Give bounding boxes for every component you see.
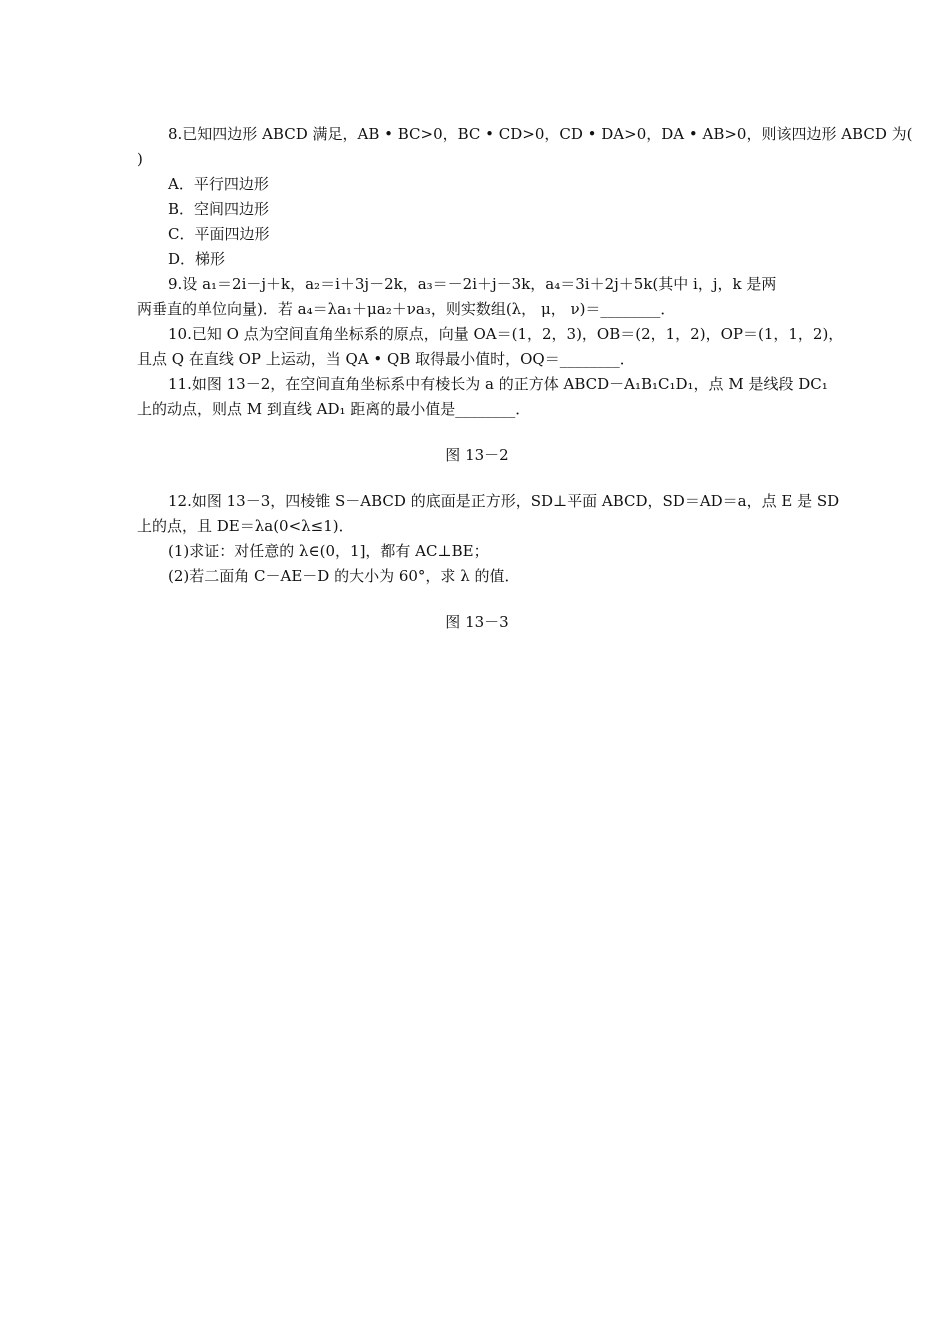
problem-12-part-2: (2)若二面角 C－AE－D 的大小为 60°，求 λ 的值． <box>168 567 520 585</box>
problem-9-stem-cont: 两垂直的单位向量)．若 a₄＝λa₁＋μa₂＋νa₃，则实数组(λ， μ， ν)＝________． <box>137 300 676 318</box>
problem-8-option-d: D．梯形 <box>168 250 226 268</box>
problem-8-option-a: A．平行四边形 <box>168 175 269 193</box>
problem-10 <box>137 322 844 372</box>
problem-12 <box>137 489 840 635</box>
problem-12-stem-cont: 上的点，且 DE＝λa(0<λ≤1)． <box>137 517 354 535</box>
problem-11-stem-cont: 上的动点，则点 M 到直线 AD₁ 距离的最小值是________． <box>137 400 531 418</box>
problem-8 <box>137 122 913 272</box>
problem-11-stem: 11.如图 13－2，在空间直角坐标系中有棱长为 a 的正方体 ABCD－A₁B₁C₁D₁，点 M 是线段 DC₁ <box>168 375 828 393</box>
figure-13-3-caption: 图 13－3 <box>445 613 509 631</box>
problem-12-stem: 12.如图 13－3，四棱锥 S－ABCD 的底面是正方形，SD⊥平面 ABCD，SD＝AD＝a，点 E 是 SD <box>168 492 840 510</box>
problem-11 <box>137 372 828 468</box>
problem-8-stem-cont: ) <box>137 150 143 168</box>
document-page <box>137 122 913 635</box>
problem-10-stem: 10.已知 O 点为空间直角坐标系的原点，向量 OA＝(1，2，3)，OB＝(2，1，2)，OP＝(1，1，2)， <box>168 325 844 343</box>
problem-8-option-b: B．空间四边形 <box>168 200 270 218</box>
problem-10-stem-cont: 且点 Q 在直线 OP 上运动，当 QA • QB 取得最小值时，OQ＝________． <box>137 350 635 368</box>
problem-9-stem: 9.设 a₁＝2i－j＋k，a₂＝i＋3j－2k，a₃＝－2i＋j－3k，a₄＝3i＋2j＋5k(其中 i，j，k 是两 <box>168 275 777 293</box>
problem-12-part-1: (1)求证：对任意的 λ∈(0，1]，都有 AC⊥BE； <box>168 542 489 560</box>
problem-9 <box>137 272 817 322</box>
problem-8-option-c: C．平面四边形 <box>168 225 270 243</box>
problem-8-stem: 8.已知四边形 ABCD 满足，AB • BC>0，BC • CD>0，CD • DA>0，DA • AB>0，则该四边形 ABCD 为( <box>168 125 913 143</box>
figure-13-2-caption: 图 13－2 <box>445 446 509 464</box>
